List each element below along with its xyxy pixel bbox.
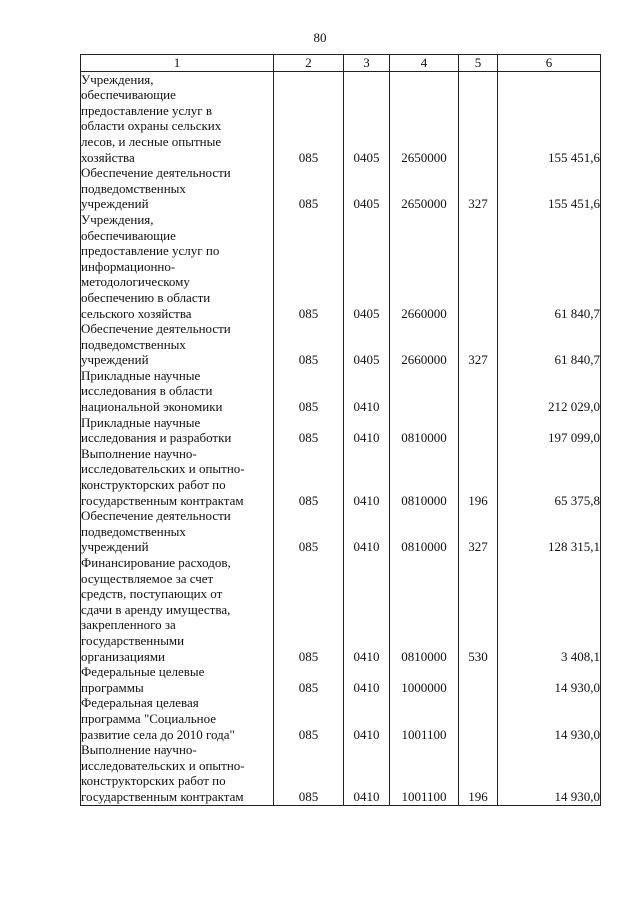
description-line: Прикладные научные	[81, 414, 201, 430]
amount-value: 61 840,7	[498, 212, 601, 321]
table-row	[81, 415, 601, 446]
ministry-code: 085	[274, 415, 344, 446]
section-code: 0410	[344, 555, 390, 664]
amount-value: 128 315,1	[498, 508, 601, 555]
table-row	[81, 165, 601, 212]
description-line: лесов, и лесные опытные	[81, 133, 222, 149]
description-line: Учреждения,	[81, 211, 154, 227]
row-description	[81, 321, 274, 368]
target-item-code: 2660000	[390, 212, 459, 321]
expense-type-code	[459, 212, 498, 321]
description-line: учреждений	[81, 539, 149, 555]
expense-type-code	[459, 664, 498, 695]
description-line: обеспечивающие	[81, 87, 176, 103]
expense-type-code	[459, 415, 498, 446]
description-line: обеспечивающие	[81, 227, 176, 243]
target-item-code: 0810000	[390, 446, 459, 508]
table-row	[81, 555, 601, 664]
ministry-code: 085	[274, 321, 344, 368]
table-row	[81, 321, 601, 368]
description-line: конструкторских работ по	[81, 773, 226, 789]
section-code: 0410	[344, 415, 390, 446]
row-description	[81, 508, 274, 555]
description-line: Обеспечение деятельности	[81, 508, 231, 524]
section-code: 0405	[344, 321, 390, 368]
column-header-4: 4	[390, 55, 459, 72]
row-description	[81, 368, 274, 415]
section-code: 0410	[344, 368, 390, 415]
table-row	[81, 446, 601, 508]
description-line: хозяйства	[81, 149, 135, 165]
ministry-code: 085	[274, 555, 344, 664]
ministry-code: 085	[274, 212, 344, 321]
budget-table	[80, 54, 601, 806]
description-line: исследования в области	[81, 383, 213, 399]
expense-type-code: 196	[459, 742, 498, 805]
description-line: предоставление услуг по	[81, 243, 220, 259]
description-line: Финансирование расходов,	[81, 555, 231, 570]
expense-type-code: 327	[459, 508, 498, 555]
section-code: 0410	[344, 508, 390, 555]
expense-type-code	[459, 368, 498, 415]
description-line: обеспечению в области	[81, 289, 211, 305]
description-line: учреждений	[81, 352, 149, 368]
row-description	[81, 446, 274, 508]
description-line: информационно-	[81, 258, 176, 274]
amount-value: 212 029,0	[498, 368, 601, 415]
description-line: методологическому	[81, 274, 190, 290]
ministry-code: 085	[274, 446, 344, 508]
column-header-5: 5	[459, 55, 498, 72]
description-line: конструкторских работ по	[81, 477, 226, 493]
description-line: Прикладные научные	[81, 367, 201, 383]
description-line: Выполнение научно-	[81, 445, 197, 461]
amount-value: 14 930,0	[498, 695, 601, 742]
description-line: области охраны сельских	[81, 118, 222, 134]
amount-value: 61 840,7	[498, 321, 601, 368]
row-description	[81, 695, 274, 742]
description-line: подведомственных	[81, 523, 186, 539]
expense-type-code: 327	[459, 321, 498, 368]
ministry-code: 085	[274, 368, 344, 415]
table-row	[81, 664, 601, 695]
amount-value: 14 930,0	[498, 742, 601, 805]
table-row	[81, 695, 601, 742]
ministry-code: 085	[274, 664, 344, 695]
expense-type-code: 196	[459, 446, 498, 508]
page-number: 80	[313, 30, 327, 45]
description-line: программа "Социальное	[81, 710, 217, 726]
row-description	[81, 664, 274, 695]
target-item-code: 1001100	[390, 742, 459, 805]
ministry-code: 085	[274, 71, 344, 165]
target-item-code	[390, 368, 459, 415]
description-line: закрепленного за	[81, 617, 176, 633]
target-item-code: 1001100	[390, 695, 459, 742]
target-item-code: 2650000	[390, 165, 459, 212]
section-code: 0405	[344, 71, 390, 165]
description-line: государственным контрактам	[81, 788, 244, 804]
description-line: подведомственных	[81, 336, 186, 352]
description-line: развитие села до 2010 года"	[81, 726, 235, 742]
description-line: подведомственных	[81, 180, 186, 196]
column-header-3: 3	[344, 55, 390, 72]
description-line: Обеспечение деятельности	[81, 321, 231, 337]
ministry-code: 085	[274, 165, 344, 212]
amount-value: 3 408,1	[498, 555, 601, 664]
ministry-code: 085	[274, 695, 344, 742]
description-line: Федеральная целевая	[81, 695, 199, 711]
target-item-code: 1000000	[390, 664, 459, 695]
section-code: 0410	[344, 446, 390, 508]
column-header-6: 6	[498, 55, 601, 72]
amount-value: 197 099,0	[498, 415, 601, 446]
target-item-code: 0810000	[390, 555, 459, 664]
row-description	[81, 415, 274, 446]
amount-value: 65 375,8	[498, 446, 601, 508]
description-line: программы	[81, 679, 144, 695]
description-line: средств, поступающих от	[81, 586, 223, 602]
table-body	[81, 71, 601, 805]
table-row	[81, 71, 601, 165]
expense-type-code: 530	[459, 555, 498, 664]
expense-type-code: 327	[459, 165, 498, 212]
row-description	[81, 165, 274, 212]
column-header-2: 2	[274, 55, 344, 72]
description-line: организациями	[81, 648, 165, 664]
description-line: государственными	[81, 632, 185, 648]
table-row	[81, 212, 601, 321]
description-line: учреждений	[81, 196, 149, 212]
row-description	[81, 742, 274, 805]
target-item-code: 0810000	[390, 508, 459, 555]
target-item-code: 0810000	[390, 415, 459, 446]
description-line: Обеспечение деятельности	[81, 165, 231, 181]
description-line: осуществляемое за счет	[81, 570, 214, 586]
row-description	[81, 212, 274, 321]
expense-type-code	[459, 71, 498, 165]
section-code: 0410	[344, 742, 390, 805]
description-line: Федеральные целевые	[81, 664, 205, 680]
table-row	[81, 368, 601, 415]
description-line: Выполнение научно-	[81, 742, 197, 758]
amount-value: 155 451,6	[498, 165, 601, 212]
description-line: исследования и разработки	[81, 430, 232, 446]
amount-value: 155 451,6	[498, 71, 601, 165]
header-row	[81, 55, 601, 72]
table-row	[81, 508, 601, 555]
description-line: исследовательских и опытно-	[81, 461, 245, 477]
target-item-code: 2650000	[390, 71, 459, 165]
description-line: сдачи в аренду имущества,	[81, 601, 231, 617]
section-code: 0410	[344, 664, 390, 695]
description-line: исследовательских и опытно-	[81, 757, 245, 773]
expense-type-code	[459, 695, 498, 742]
description-line: государственным контрактам	[81, 492, 244, 508]
section-code: 0405	[344, 165, 390, 212]
section-code: 0405	[344, 212, 390, 321]
column-header-1: 1	[81, 55, 274, 72]
ministry-code: 085	[274, 508, 344, 555]
target-item-code: 2660000	[390, 321, 459, 368]
section-code: 0410	[344, 695, 390, 742]
table-row	[81, 742, 601, 805]
row-description	[81, 71, 274, 165]
description-line: сельского хозяйства	[81, 305, 192, 321]
description-line: национальной экономики	[81, 399, 223, 415]
description-line: Учреждения,	[81, 71, 154, 87]
ministry-code: 085	[274, 742, 344, 805]
description-line: предоставление услуг в	[81, 102, 213, 118]
amount-value: 14 930,0	[498, 664, 601, 695]
row-description	[81, 555, 274, 664]
